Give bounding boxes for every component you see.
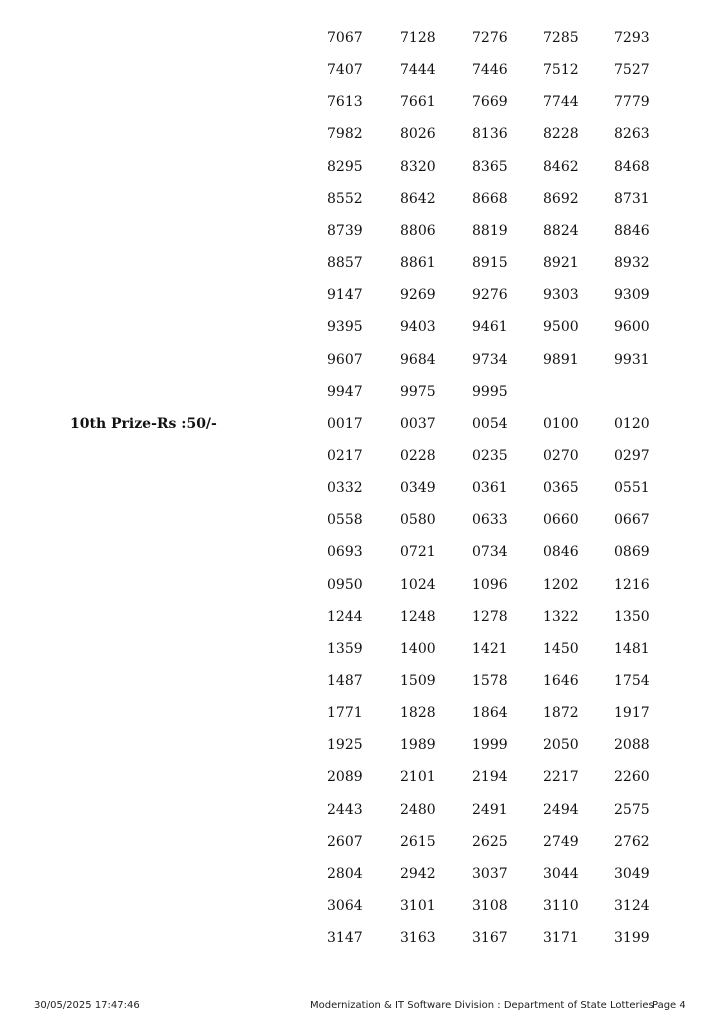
number-row	[0, 834, 724, 866]
ticket-number: 8921	[543, 255, 579, 272]
ticket-number: 7669	[472, 94, 508, 111]
ticket-number: 8668	[472, 190, 508, 207]
ticket-number: 2575	[614, 801, 650, 818]
ticket-number: 9303	[543, 287, 579, 304]
ticket-number: 7527	[614, 62, 650, 79]
ticket-number: 2480	[400, 801, 436, 818]
ticket-number: 7779	[614, 94, 650, 111]
ticket-number: 1096	[472, 576, 508, 593]
ticket-number: 0037	[400, 415, 436, 432]
prize-label: 10th Prize-Rs :50/-	[70, 415, 217, 432]
ticket-number: 0721	[400, 544, 436, 561]
ticket-number: 7661	[400, 94, 436, 111]
number-row	[0, 416, 724, 448]
ticket-number: 8136	[472, 126, 508, 143]
ticket-number: 1248	[400, 608, 436, 625]
ticket-number: 3044	[543, 865, 579, 882]
ticket-number: 8857	[327, 255, 363, 272]
number-row	[0, 673, 724, 705]
ticket-number: 9276	[472, 287, 508, 304]
number-row	[0, 898, 724, 930]
number-row	[0, 126, 724, 158]
ticket-number: 9607	[327, 351, 363, 368]
ticket-number: 9500	[543, 319, 579, 336]
number-row	[0, 448, 724, 480]
ticket-number: 1646	[543, 673, 579, 689]
ticket-number: 8228	[543, 126, 579, 143]
ticket-number: 9395	[327, 319, 363, 336]
ticket-number: 1481	[614, 640, 650, 657]
number-row	[0, 512, 724, 544]
ticket-number: 7293	[614, 30, 650, 46]
ticket-number: 8552	[327, 190, 363, 207]
ticket-number: 3163	[400, 930, 436, 947]
ticket-number: 3110	[543, 898, 579, 915]
ticket-number: 8462	[543, 158, 579, 175]
footer-division: Modernization & IT Software Division : Department of State Lotteries	[310, 1000, 654, 1011]
number-row	[0, 769, 724, 801]
ticket-number: 1216	[614, 576, 650, 593]
number-row	[0, 705, 724, 737]
ticket-number: 7744	[543, 94, 579, 111]
ticket-number: 9931	[614, 351, 650, 368]
ticket-number: 8642	[400, 190, 436, 207]
number-row	[0, 223, 724, 255]
ticket-number: 0667	[614, 512, 650, 529]
ticket-number: 0017	[327, 415, 363, 432]
ticket-number: 2491	[472, 801, 508, 818]
ticket-number: 2088	[614, 737, 650, 754]
number-row	[0, 30, 724, 62]
ticket-number: 0228	[400, 447, 436, 464]
ticket-number: 0551	[614, 480, 650, 497]
number-row	[0, 641, 724, 673]
ticket-number: 2494	[543, 801, 579, 818]
ticket-number: 1421	[472, 640, 508, 657]
footer-page-number: Page 4	[652, 1000, 686, 1011]
ticket-number: 7982	[327, 126, 363, 143]
ticket-number: 2194	[472, 769, 508, 786]
ticket-number: 3101	[400, 898, 436, 915]
ticket-number: 3167	[472, 930, 508, 947]
ticket-number: 8295	[327, 158, 363, 175]
ticket-number: 1450	[543, 640, 579, 657]
number-row	[0, 866, 724, 898]
ticket-number: 0660	[543, 512, 579, 529]
ticket-number: 1754	[614, 673, 650, 689]
ticket-number: 2607	[327, 833, 363, 850]
ticket-number: 2217	[543, 769, 579, 786]
ticket-number: 3147	[327, 930, 363, 947]
ticket-number: 0054	[472, 415, 508, 432]
number-row	[0, 480, 724, 512]
number-row	[0, 94, 724, 126]
ticket-number: 7276	[472, 30, 508, 46]
ticket-number: 0580	[400, 512, 436, 529]
number-row	[0, 737, 724, 769]
ticket-number: 7446	[472, 62, 508, 79]
number-row	[0, 191, 724, 223]
ticket-number: 0217	[327, 447, 363, 464]
ticket-number: 0846	[543, 544, 579, 561]
ticket-number: 8263	[614, 126, 650, 143]
ticket-number: 0558	[327, 512, 363, 529]
ticket-number: 8806	[400, 222, 436, 239]
ticket-number: 0361	[472, 480, 508, 497]
ticket-number: 3199	[614, 930, 650, 947]
ticket-number: 1917	[614, 705, 650, 722]
ticket-number: 8692	[543, 190, 579, 207]
ticket-number: 8915	[472, 255, 508, 272]
ticket-number: 0633	[472, 512, 508, 529]
number-row	[0, 159, 724, 191]
ticket-number: 0734	[472, 544, 508, 561]
ticket-number: 8846	[614, 222, 650, 239]
ticket-number: 0235	[472, 447, 508, 464]
footer-timestamp: 30/05/2025 17:47:46	[34, 1000, 140, 1011]
ticket-number: 1771	[327, 705, 363, 722]
ticket-number: 3064	[327, 898, 363, 915]
ticket-number: 2625	[472, 833, 508, 850]
ticket-number: 9734	[472, 351, 508, 368]
ticket-number: 9147	[327, 287, 363, 304]
ticket-number: 1864	[472, 705, 508, 722]
number-row	[0, 62, 724, 94]
ticket-number: 7285	[543, 30, 579, 46]
ticket-number: 8468	[614, 158, 650, 175]
ticket-number: 2942	[400, 865, 436, 882]
number-row	[0, 544, 724, 576]
ticket-number: 3124	[614, 898, 650, 915]
ticket-number: 0693	[327, 544, 363, 561]
ticket-number: 8731	[614, 190, 650, 207]
ticket-number: 8932	[614, 255, 650, 272]
ticket-number: 1578	[472, 673, 508, 689]
ticket-number: 8819	[472, 222, 508, 239]
ticket-number: 1024	[400, 576, 436, 593]
ticket-number: 1278	[472, 608, 508, 625]
ticket-number: 1828	[400, 705, 436, 722]
ticket-number: 1999	[472, 737, 508, 754]
number-row	[0, 384, 724, 416]
ticket-number: 0869	[614, 544, 650, 561]
ticket-number: 0349	[400, 480, 436, 497]
ticket-number: 7444	[400, 62, 436, 79]
ticket-number: 1350	[614, 608, 650, 625]
ticket-number: 9975	[400, 383, 436, 400]
ticket-number: 1509	[400, 673, 436, 689]
ticket-number: 7407	[327, 62, 363, 79]
ticket-number: 8824	[543, 222, 579, 239]
ticket-number: 9684	[400, 351, 436, 368]
ticket-number: 9309	[614, 287, 650, 304]
ticket-number: 2749	[543, 833, 579, 850]
ticket-number: 1400	[400, 640, 436, 657]
ticket-number: 1202	[543, 576, 579, 593]
ticket-number: 9947	[327, 383, 363, 400]
ticket-number: 8365	[472, 158, 508, 175]
ticket-number: 7613	[327, 94, 363, 111]
ticket-number: 0100	[543, 415, 579, 432]
number-row	[0, 287, 724, 319]
ticket-number: 1244	[327, 608, 363, 625]
ticket-number: 7512	[543, 62, 579, 79]
ticket-number: 0297	[614, 447, 650, 464]
ticket-number: 0332	[327, 480, 363, 497]
ticket-number: 8026	[400, 126, 436, 143]
number-row	[0, 609, 724, 641]
ticket-number: 2050	[543, 737, 579, 754]
ticket-number: 2762	[614, 833, 650, 850]
ticket-number: 8861	[400, 255, 436, 272]
ticket-number: 0365	[543, 480, 579, 497]
ticket-number: 1322	[543, 608, 579, 625]
ticket-number: 9269	[400, 287, 436, 304]
ticket-number: 8320	[400, 158, 436, 175]
ticket-number: 0270	[543, 447, 579, 464]
number-row	[0, 319, 724, 351]
ticket-number: 2443	[327, 801, 363, 818]
ticket-number: 2101	[400, 769, 436, 786]
ticket-number: 9600	[614, 319, 650, 336]
ticket-number: 9891	[543, 351, 579, 368]
ticket-number: 2260	[614, 769, 650, 786]
ticket-number: 7067	[327, 30, 363, 46]
number-row	[0, 255, 724, 287]
ticket-number: 9461	[472, 319, 508, 336]
number-row	[0, 577, 724, 609]
number-row	[0, 802, 724, 834]
ticket-number: 2089	[327, 769, 363, 786]
ticket-number: 3037	[472, 865, 508, 882]
ticket-number: 1925	[327, 737, 363, 754]
ticket-number: 3171	[543, 930, 579, 947]
number-row	[0, 352, 724, 384]
ticket-number: 1487	[327, 673, 363, 689]
ticket-number: 1359	[327, 640, 363, 657]
ticket-number: 0950	[327, 576, 363, 593]
ticket-number: 1989	[400, 737, 436, 754]
ticket-number: 1872	[543, 705, 579, 722]
ticket-number: 9403	[400, 319, 436, 336]
ticket-number: 2615	[400, 833, 436, 850]
ticket-number: 9995	[472, 383, 508, 400]
ticket-number: 2804	[327, 865, 363, 882]
ticket-number: 3108	[472, 898, 508, 915]
ticket-number: 0120	[614, 415, 650, 432]
ticket-number: 8739	[327, 222, 363, 239]
ticket-number: 3049	[614, 865, 650, 882]
ticket-number: 7128	[400, 30, 436, 46]
number-row	[0, 930, 724, 962]
